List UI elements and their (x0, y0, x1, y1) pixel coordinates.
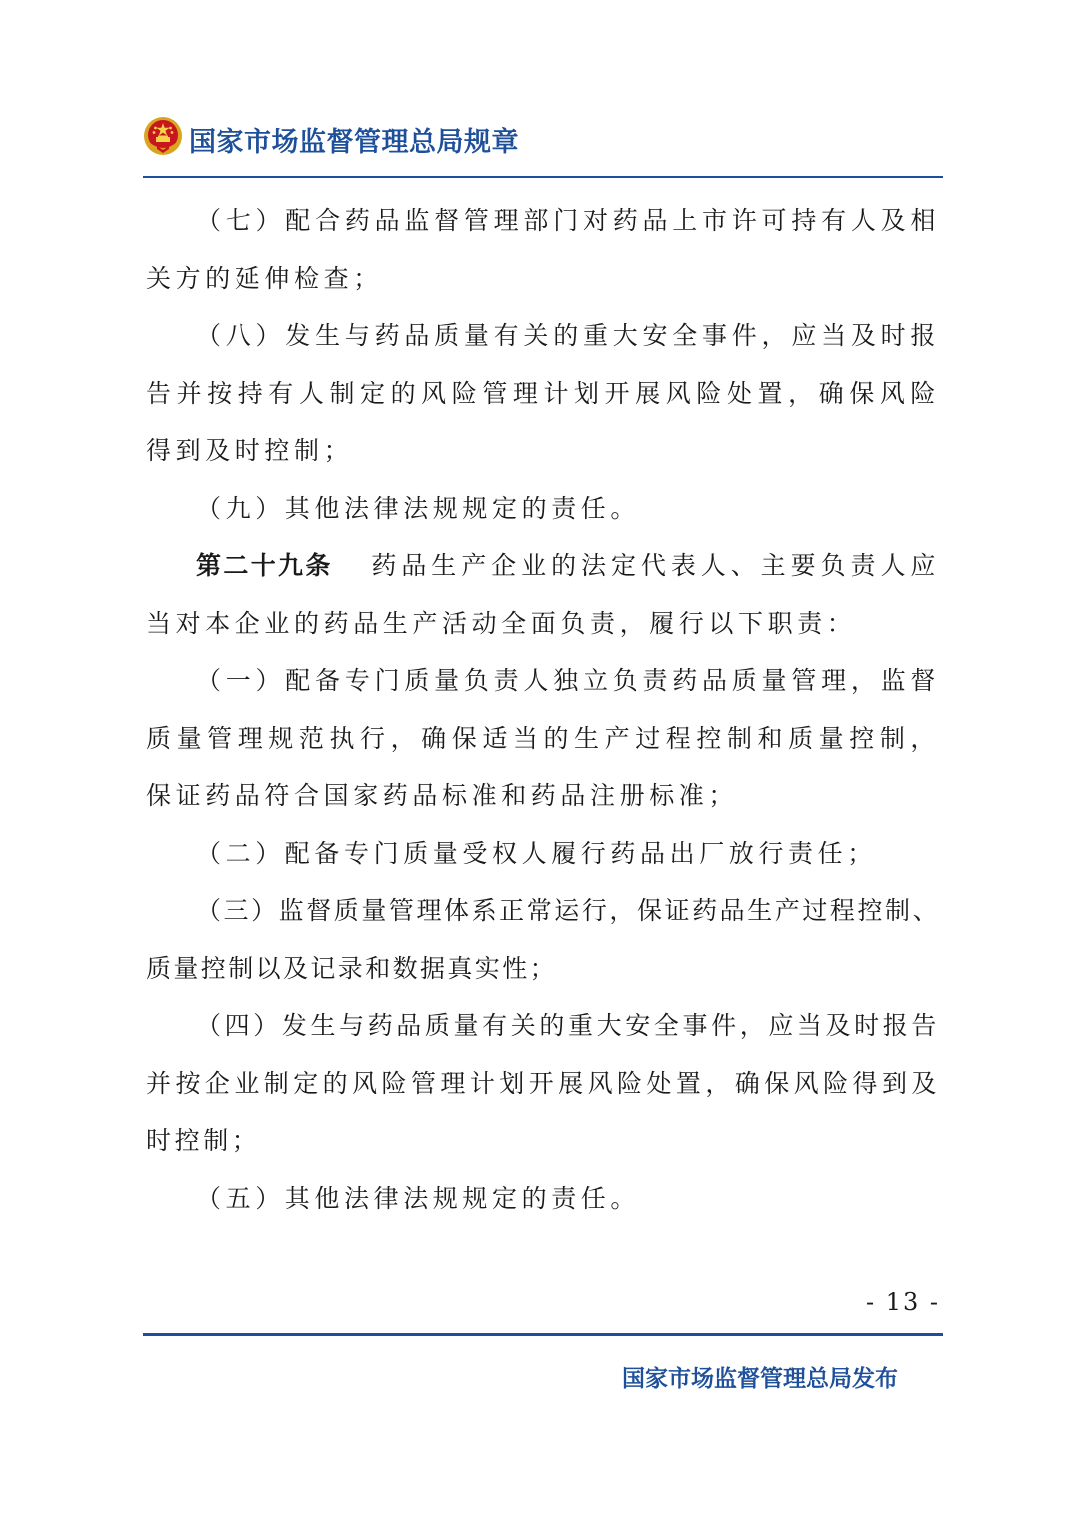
paragraph: （八）发生与药品质量有关的重大安全事件，应当及时报告并按持有人制定的风险管理计划开展风险处置，确保风险得到及时控制； (146, 321, 940, 465)
paragraph: （三）监督质量管理体系正常运行，保证药品生产过程控制、质量控制以及记录和数据真实性； (146, 896, 940, 983)
paragraph: （九）其他法律法规规定的责任。 (196, 493, 641, 523)
page-header (143, 116, 943, 164)
article-text: 药品生产企业的法定代表人、主要负责人应当对本企业的药品生产活动全面负责，履行以下职责： (146, 551, 940, 638)
paragraph: （五）其他法律法规规定的责任。 (196, 1183, 641, 1213)
paragraph: （四）发生与药品质量有关的重大安全事件，应当及时报告并按企业制定的风险管理计划开展风险处置，确保风险得到及时控制； (146, 1011, 940, 1155)
footer-publisher: 国家市场监督管理总局发布 (622, 1366, 898, 1392)
page-number: - 13 - (865, 1288, 940, 1316)
article-paragraph (146, 537, 940, 652)
document-body (146, 192, 940, 1227)
paragraph: （七）配合药品监督管理部门对药品上市许可持有人及相关方的延伸检查； (146, 206, 940, 293)
paragraph: （一）配备专门质量负责人独立负责药品质量管理，监督质量管理规范执行，确保适当的生产过程控制和质量控制，保证药品符合国家药品标准和药品注册标准； (146, 666, 940, 810)
paragraph: （二）配备专门质量受权人履行药品出厂放行责任； (196, 838, 877, 868)
header-divider (143, 176, 943, 178)
article-number: 第二十九条 (196, 551, 333, 580)
national-emblem-icon (143, 116, 183, 156)
footer-divider (143, 1333, 943, 1336)
header-title: 国家市场监督管理总局规章 (189, 127, 519, 158)
